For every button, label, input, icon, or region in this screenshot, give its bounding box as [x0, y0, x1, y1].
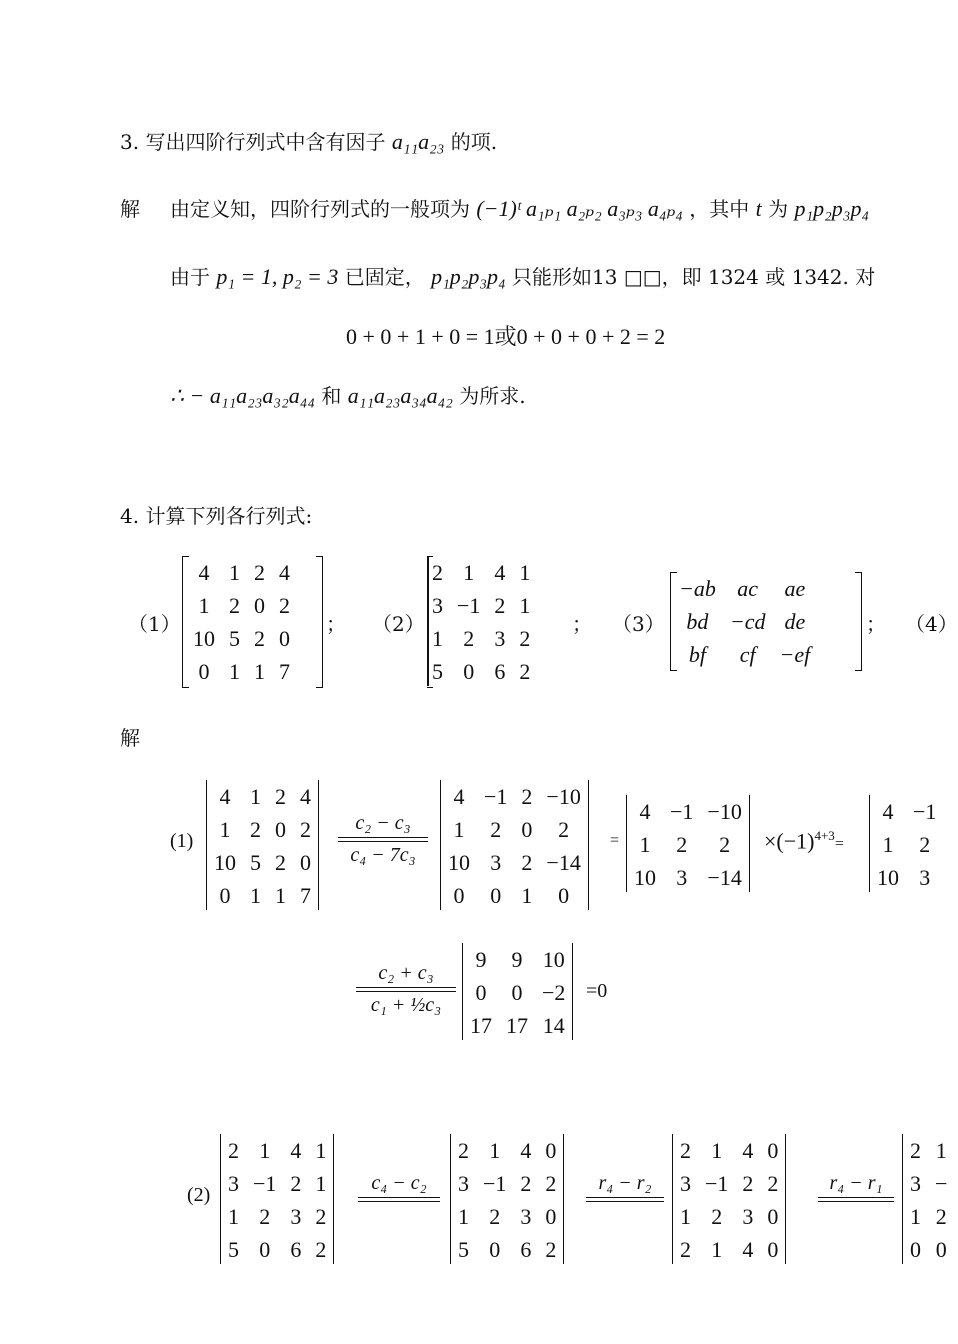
matrix-cell: 1: [250, 883, 261, 908]
q3-line1-text: 由定义知，四阶行列式的一般项为: [170, 197, 470, 221]
matrix-row: [903, 1134, 954, 1167]
matrix-cell: 2: [680, 1237, 691, 1262]
s1-op1-bottom: c₄ − 7c₃: [350, 844, 416, 866]
matrix-row: [673, 1233, 785, 1266]
matrix-row: [672, 638, 817, 671]
matrix-grid: [451, 1134, 563, 1266]
matrix-cell: −1: [670, 799, 694, 824]
s2-op3-bar: [818, 1197, 894, 1202]
matrix-grid: [870, 795, 943, 894]
q3-fixed-values: p₁ = 1, p₂ = 3: [216, 264, 339, 289]
matrix-cell: 1: [229, 560, 240, 585]
s1-det-2: [440, 780, 589, 910]
q3-line1-text3: 为: [768, 197, 789, 221]
matrix-cell: 0: [275, 817, 286, 842]
matrix-cell: 0: [259, 1237, 271, 1262]
matrix-row: [673, 1167, 785, 1200]
matrix-cell: 5: [228, 1237, 239, 1262]
q4-semicolon-1: ；: [326, 612, 346, 636]
matrix-cell: 5: [229, 626, 240, 651]
matrix-row: [673, 1134, 785, 1167]
q3-inversion-count: 0 + 0 + 1 + 0 = 1或0 + 0 + 0 + 2 = 2: [346, 324, 666, 349]
matrix-cell: 2: [279, 593, 290, 618]
matrix-row: [672, 605, 817, 638]
matrix-row: [441, 813, 588, 846]
matrix-cell: 2: [489, 1204, 501, 1229]
matrix-cell: 9: [475, 947, 487, 972]
matrix-row: [441, 879, 588, 912]
matrix-cell: 3: [290, 1204, 302, 1229]
q3-term-2: a₁₁a₂₃a₃₄a₄₂: [347, 383, 453, 408]
matrix-cell: 1: [198, 593, 210, 618]
s1-det-5: [462, 943, 573, 1040]
matrix-cell: 1: [458, 1204, 469, 1229]
matrix-cell: 10: [877, 865, 899, 890]
s2-det-1: [220, 1134, 334, 1264]
matrix-cell: 3: [490, 850, 502, 875]
matrix-cell: 1: [711, 1237, 723, 1262]
matrix-grid: [627, 795, 749, 894]
matrix-cell: bf: [688, 642, 706, 667]
s2-op3-label: r₄ − r₁: [829, 1172, 883, 1194]
matrix-cell: ac: [737, 576, 759, 601]
matrix-cell: 0: [767, 1204, 779, 1229]
matrix-row: [673, 1200, 785, 1233]
matrix-row: [221, 1233, 333, 1266]
matrix-row: [441, 846, 588, 879]
matrix-cell: 2: [254, 560, 265, 585]
matrix-cell: 2: [558, 817, 570, 842]
s2-det-2: [450, 1134, 564, 1264]
q4-matrix-2: [425, 556, 537, 688]
matrix-cell: 1: [254, 659, 265, 684]
matrix-cell: −14: [546, 850, 581, 875]
s2-det-4: [902, 1134, 954, 1264]
matrix-row: [903, 1167, 954, 1200]
q3-permutation: p₁p₂p₃p₄: [794, 196, 870, 221]
matrix-cell: −10: [707, 799, 742, 824]
matrix-cell: 3: [458, 1171, 469, 1196]
matrix-cell: −cd: [729, 609, 766, 634]
matrix-cell: 0: [475, 980, 487, 1005]
matrix-cell: 10: [193, 626, 215, 651]
matrix-cell: 0: [767, 1138, 779, 1163]
matrix-row: [207, 780, 318, 813]
s1-operation-2: [356, 962, 456, 1017]
matrix-cell: 3: [676, 865, 688, 890]
q4-matrix-3: [672, 572, 817, 671]
s2-op2-bar: [586, 1197, 664, 1202]
q3-line2: [170, 261, 875, 290]
s2-operation-3: [818, 1172, 894, 1204]
matrix-cell: 0: [254, 593, 265, 618]
matrix-cell: 6: [290, 1237, 302, 1262]
q3-permutation-2: p₁p₂p₃p₄: [431, 264, 506, 289]
matrix-cell: 2: [275, 784, 286, 809]
q4-label-4: （4）: [905, 612, 958, 636]
matrix-cell: 1: [680, 1204, 691, 1229]
matrix-cell: 0: [489, 1237, 501, 1262]
matrix-cell: 9: [511, 947, 523, 972]
matrix-cell: 1: [315, 1171, 327, 1196]
matrix-cell: 4: [742, 1138, 754, 1163]
matrix-cell: 2: [463, 626, 475, 651]
q4-label-1: （1）: [128, 612, 181, 636]
q4-m3-right-bracket: [855, 572, 862, 671]
matrix-cell: 2: [432, 560, 443, 585]
matrix-cell: 2: [545, 1237, 557, 1262]
matrix-cell: −1: [483, 1171, 507, 1196]
matrix-cell: 7: [300, 883, 311, 908]
s1-op1-top: c₂ − c₃: [355, 812, 411, 834]
matrix-grid: [441, 780, 588, 912]
matrix-cell: 2: [254, 626, 265, 651]
q3-solution-label: 解: [120, 197, 140, 221]
matrix-cell: 1: [250, 784, 261, 809]
matrix-cell: 2: [519, 659, 531, 684]
matrix-row: [903, 1200, 954, 1233]
matrix-cell: 1: [275, 883, 286, 908]
matrix-cell: 0: [279, 626, 290, 651]
matrix-cell: cf: [739, 642, 756, 667]
matrix-cell: −1: [484, 784, 508, 809]
matrix-cell: 5: [432, 659, 443, 684]
matrix-cell: 4: [279, 560, 290, 585]
matrix-row: [463, 943, 572, 976]
q3-heading: [120, 126, 497, 155]
matrix-grid: [221, 1134, 333, 1266]
matrix-cell: ae: [784, 576, 806, 601]
matrix-cell: 2: [545, 1171, 557, 1196]
matrix-cell: 2: [521, 850, 533, 875]
s1-sign-factor: [764, 828, 844, 854]
s1-result: =0: [586, 980, 608, 1002]
matrix-cell: 1: [229, 659, 240, 684]
matrix-row: [221, 1200, 333, 1233]
matrix-cell: 0: [511, 980, 523, 1005]
matrix-cell: 0: [198, 659, 210, 684]
q4-label-3: （3）: [612, 612, 665, 636]
matrix-cell: 2: [719, 832, 731, 857]
matrix-cell: 2: [919, 832, 931, 857]
q3-line2-text: 由于: [170, 265, 210, 289]
matrix-cell: 1: [882, 832, 894, 857]
matrix-row: [186, 622, 297, 655]
matrix-cell: 0: [558, 883, 570, 908]
matrix-cell: −1: [913, 799, 937, 824]
matrix-cell: 0: [910, 1237, 921, 1262]
s1-op2-bottom: c₁ + ½c₃: [370, 994, 442, 1016]
matrix-cell: 6: [520, 1237, 532, 1262]
matrix-cell: 4: [198, 560, 210, 585]
matrix-row: [221, 1134, 333, 1167]
matrix-row: [207, 813, 318, 846]
matrix-row: [221, 1167, 333, 1200]
matrix-cell: 0: [935, 1237, 947, 1262]
q4-semicolon-3: ；: [866, 612, 886, 636]
matrix-cell: 5: [458, 1237, 469, 1262]
matrix-cell: 1: [519, 560, 531, 585]
matrix-cell: 2: [676, 832, 688, 857]
q3-conclusion: [170, 380, 526, 409]
q4-label-2: （2）: [372, 612, 425, 636]
matrix-cell: 0: [453, 883, 465, 908]
matrix-cell: 4: [639, 799, 651, 824]
matrix-cell: 4: [742, 1237, 754, 1262]
matrix-cell: 4: [520, 1138, 532, 1163]
matrix-row: [627, 828, 749, 861]
matrix-row: [425, 556, 537, 589]
matrix-cell: −2: [542, 980, 566, 1005]
matrix-cell: 0: [767, 1237, 779, 1262]
matrix-row: [186, 589, 297, 622]
matrix-cell: 4: [300, 784, 311, 809]
matrix-row: [207, 846, 318, 879]
matrix-cell: 1: [910, 1204, 921, 1229]
matrix-cell: 2: [315, 1204, 327, 1229]
matrix-cell: 1: [453, 817, 465, 842]
matrix-cell: 2: [742, 1171, 754, 1196]
matrix-cell: 2: [519, 626, 531, 651]
matrix-cell: 1: [219, 817, 231, 842]
matrix-cell: 0: [219, 883, 231, 908]
matrix-cell: 3: [494, 626, 506, 651]
q3-term-1: ∴ − a₁₁a₂₃a₃₂a₄₄: [170, 383, 316, 408]
matrix-cell: 1: [259, 1138, 271, 1163]
matrix-row: [870, 828, 943, 861]
matrix-row: [207, 879, 318, 912]
matrix-cell: −1: [253, 1171, 277, 1196]
matrix-cell: 4: [494, 560, 506, 585]
matrix-cell: 3: [680, 1171, 691, 1196]
s1-op2-top: c₂ + c₃: [378, 962, 434, 984]
s1-op2-bar: [356, 987, 456, 992]
matrix-cell: 3: [910, 1171, 921, 1196]
q3-line1: [170, 193, 869, 222]
matrix-row: [627, 795, 749, 828]
matrix-grid: [903, 1134, 954, 1266]
matrix-cell: 1: [228, 1204, 239, 1229]
matrix-cell: 3: [228, 1171, 239, 1196]
q4-solution-label: 解: [120, 726, 140, 750]
s1-operation-1: [338, 812, 428, 867]
q3-heading-math: a₁₁a₂₃: [391, 129, 445, 154]
matrix-row: [903, 1233, 954, 1266]
matrix-cell: 2: [259, 1204, 271, 1229]
matrix-row: [463, 1009, 572, 1042]
matrix-cell: 2: [490, 817, 502, 842]
s1-det-1: [206, 780, 319, 910]
matrix-cell: 1: [432, 626, 443, 651]
matrix-cell: 1: [935, 1138, 947, 1163]
q3-and: 和: [321, 384, 342, 408]
matrix-cell: 1: [711, 1138, 723, 1163]
matrix-cell: 4: [219, 784, 231, 809]
matrix-cell: 1: [639, 832, 651, 857]
matrix-row: [451, 1200, 563, 1233]
matrix-cell: 2: [275, 850, 286, 875]
matrix-cell: −ef: [779, 642, 811, 667]
q3-general-term: (−1)ᵗ a₁ₚ₁ a₂ₚ₂ a₃ₚ₃ a₄ₚ₄: [476, 196, 683, 221]
matrix-cell: 1: [519, 593, 531, 618]
matrix-cell: 2: [767, 1171, 779, 1196]
matrix-cell: 7: [279, 659, 290, 684]
s1-det-4: [869, 795, 943, 892]
matrix-row: [870, 795, 943, 828]
matrix-cell: 10: [634, 865, 656, 890]
q3-line2-text3: 只能形如13 □□，即 1324 或 1342. 对: [512, 265, 876, 289]
matrix-grid: [672, 572, 817, 671]
s2-op2-label: r₄ − r₂: [598, 1172, 652, 1194]
matrix-cell: 1: [463, 560, 475, 585]
q4-semicolon-2: ；: [572, 612, 592, 636]
matrix-cell: 2: [935, 1204, 947, 1229]
s1-op1-bar: [338, 837, 428, 842]
matrix-cell: 2: [521, 784, 533, 809]
matrix-cell: −10: [546, 784, 581, 809]
matrix-cell: bd: [686, 609, 709, 634]
q4-matrix-1: [186, 556, 297, 688]
q3-conclusion-suffix: 为所求.: [459, 384, 526, 408]
matrix-cell: 10: [448, 850, 470, 875]
s1-times: ×(−1): [764, 828, 815, 854]
matrix-row: [672, 572, 817, 605]
matrix-cell: 3: [742, 1204, 754, 1229]
matrix-grid: [673, 1134, 785, 1266]
matrix-cell: 2: [250, 817, 261, 842]
s2-det-3: [672, 1134, 786, 1264]
matrix-grid: [463, 943, 572, 1042]
matrix-row: [186, 655, 297, 688]
matrix-cell: 2: [711, 1204, 723, 1229]
matrix-cell: 2: [458, 1138, 469, 1163]
matrix-grid: [425, 556, 537, 688]
matrix-row: [441, 780, 588, 813]
q4-heading: 4. 计算下列各行列式:: [120, 504, 313, 528]
matrix-cell: 2: [520, 1171, 532, 1196]
matrix-row: [627, 861, 749, 894]
matrix-cell: 0: [490, 883, 502, 908]
matrix-row: [186, 556, 297, 589]
matrix-cell: 2: [494, 593, 506, 618]
s2-operation-1: [358, 1172, 440, 1204]
matrix-cell: 1: [521, 883, 533, 908]
matrix-cell: 4: [882, 799, 894, 824]
matrix-cell: −ab: [679, 576, 716, 601]
matrix-cell: 2: [228, 1138, 239, 1163]
matrix-cell: 2: [300, 817, 311, 842]
matrix-cell: 2: [910, 1138, 921, 1163]
matrix-row: [870, 861, 943, 894]
matrix-cell: 14: [542, 1013, 565, 1038]
matrix-cell: 3: [919, 865, 931, 890]
s1-label: (1): [170, 830, 194, 852]
matrix-row: [451, 1134, 563, 1167]
matrix-cell: 10: [542, 947, 565, 972]
matrix-row: [451, 1167, 563, 1200]
matrix-cell: 0: [545, 1138, 557, 1163]
matrix-cell: −14: [707, 865, 742, 890]
matrix-cell: 2: [680, 1138, 691, 1163]
matrix-cell: 6: [494, 659, 506, 684]
s2-operation-2: [586, 1172, 664, 1204]
s2-op1-label: c₄ − c₂: [371, 1172, 427, 1194]
matrix-cell: 4: [290, 1138, 302, 1163]
s1-exponent: 4+3: [814, 828, 835, 843]
matrix-row: [425, 622, 537, 655]
s1-equals: =: [610, 832, 620, 849]
q3-t-symbol: t: [755, 196, 762, 221]
matrix-cell: 0: [300, 850, 311, 875]
matrix-row: [463, 976, 572, 1009]
s1-equals-2: =: [834, 835, 844, 853]
matrix-cell: −1: [705, 1171, 729, 1196]
matrix-cell: 2: [290, 1171, 302, 1196]
s2-label: (2): [187, 1184, 211, 1206]
matrix-cell: 0: [463, 659, 475, 684]
q3-heading-text: 3. 写出四阶行列式中含有因子: [120, 130, 386, 154]
matrix-cell: 2: [229, 593, 240, 618]
matrix-cell: 4: [453, 784, 465, 809]
matrix-cell: 5: [250, 850, 261, 875]
matrix-cell: 0: [545, 1204, 557, 1229]
q3-line2-text2: 已固定，: [344, 265, 425, 289]
matrix-grid: [186, 556, 297, 688]
matrix-cell: de: [784, 609, 806, 634]
matrix-cell: 17: [506, 1013, 528, 1038]
matrix-cell: 1: [489, 1138, 501, 1163]
q3-heading-suffix: 的项.: [450, 130, 498, 154]
matrix-cell: 3: [432, 593, 443, 618]
matrix-cell: 17: [470, 1013, 492, 1038]
matrix-cell: −: [935, 1171, 948, 1196]
matrix-cell: 10: [214, 850, 236, 875]
matrix-row: [451, 1233, 563, 1266]
q4-m2-left-bracket: [427, 556, 433, 688]
matrix-cell: −1: [457, 593, 481, 618]
s2-op1-bar: [358, 1197, 440, 1202]
q3-line1-text2: ，其中: [689, 197, 750, 221]
matrix-cell: 0: [521, 817, 533, 842]
q4-m1-right-bracket: [316, 556, 323, 688]
matrix-cell: 3: [520, 1204, 532, 1229]
s1-det-3: [626, 795, 750, 892]
matrix-cell: 1: [315, 1138, 327, 1163]
matrix-row: [425, 655, 537, 688]
matrix-cell: 2: [315, 1237, 327, 1262]
matrix-grid: [207, 780, 318, 912]
matrix-row: [425, 589, 537, 622]
